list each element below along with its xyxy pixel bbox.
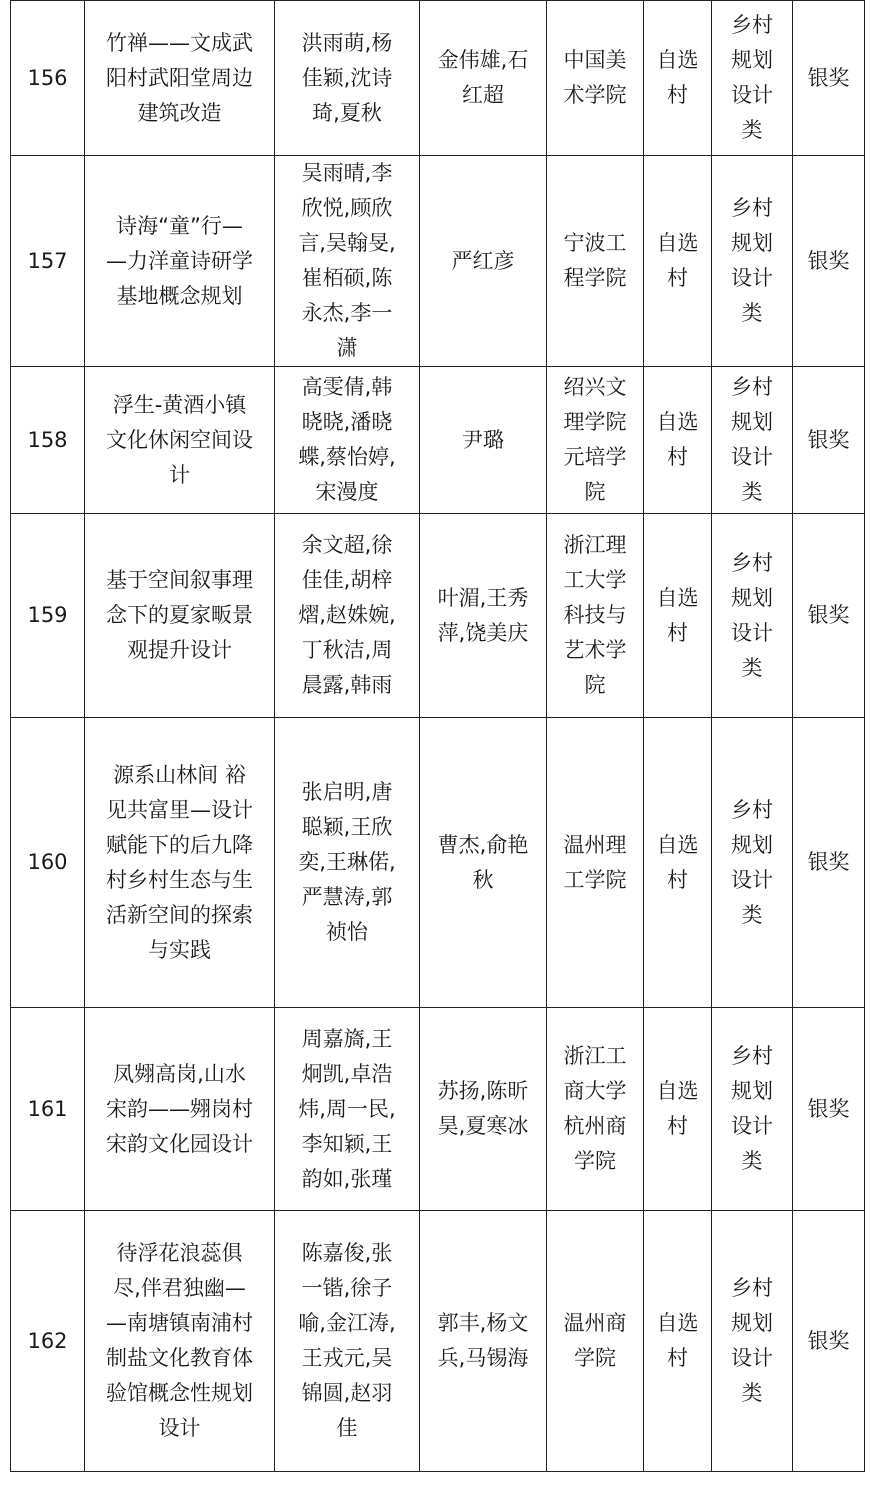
row-number-cell (11, 514, 85, 718)
advisors-cell (420, 367, 547, 514)
team-members-line: 言,吴翰旻, (298, 231, 396, 255)
row-number-cell (11, 1211, 85, 1472)
team-members-line: 锦圆,赵羽 (301, 1381, 393, 1405)
category-line: 设计 (731, 83, 773, 107)
project-title-line: 赋能下的后九降 (106, 832, 253, 857)
project-title-line: 基于空间叙事理 (106, 568, 253, 592)
school-name-line: 元培学 (563, 445, 627, 469)
village-type-line: 自选 (656, 832, 699, 857)
team-members-line: 王戎元,吴 (301, 1346, 393, 1370)
category-line: 类 (741, 902, 763, 927)
advisors-line: 昊,夏寒冰 (437, 1114, 529, 1138)
category-cell (712, 718, 793, 1008)
team-members-line: 周嘉旖,王 (301, 1026, 393, 1051)
team-members-line: 奕,王琳偌, (298, 850, 396, 874)
school-name-cell (547, 1, 644, 156)
project-title-line: 村乡村生态与生 (106, 867, 253, 892)
village-type-cell (644, 1, 712, 156)
team-members-line: 佳颖,沈诗 (301, 65, 393, 90)
award-table (10, 0, 865, 1472)
village-type-line: 村 (667, 867, 688, 892)
village-type-cell (644, 718, 712, 1008)
team-members-cell (275, 1008, 420, 1211)
team-members-cell (275, 367, 420, 514)
advisors-line: 苏扬,陈昕 (437, 1079, 529, 1103)
school-name-line: 温州商 (563, 1311, 627, 1335)
project-title-line: —力洋童诗研学 (106, 248, 253, 273)
category-line: 规划 (731, 1079, 773, 1103)
project-title-cell (85, 1008, 275, 1211)
project-title-line: 制盐文化教育体 (106, 1346, 253, 1370)
category-line: 类 (741, 301, 763, 325)
row-number: 157 (27, 248, 68, 273)
category-line: 乡村 (731, 550, 773, 575)
category-line: 规划 (731, 1311, 773, 1335)
team-members-cell (275, 156, 420, 367)
school-name-line: 术学院 (563, 83, 627, 107)
team-members-line: 宋漫度 (315, 480, 379, 504)
category-cell (712, 1008, 793, 1211)
team-members-line: 蝶,蔡怡婷, (298, 445, 396, 469)
project-title-cell (85, 514, 275, 718)
row-number: 158 (27, 427, 68, 452)
team-members-cell (275, 1211, 420, 1472)
row-number-cell (11, 1008, 85, 1211)
project-title-line: 计 (169, 462, 190, 487)
project-title-line: 阳村武阳堂周边 (106, 65, 253, 90)
team-members-line: 洪雨萌,杨 (301, 30, 393, 55)
school-name-line: 杭州商 (563, 1114, 627, 1138)
school-name-line: 程学院 (563, 266, 627, 290)
category-cell (712, 156, 793, 367)
village-type-line: 自选 (656, 410, 699, 434)
award-level-cell (793, 156, 865, 367)
team-members-line: 余文超,徐 (301, 533, 393, 557)
village-type-line: 自选 (656, 231, 699, 255)
advisors-line: 郭丰,杨文 (437, 1311, 529, 1335)
category-line: 设计 (731, 266, 773, 290)
category-line: 类 (741, 655, 763, 680)
team-members-line: 吴雨晴,李 (301, 161, 393, 185)
school-name-line: 学院 (574, 1346, 616, 1370)
village-type-cell (644, 1008, 712, 1211)
category-line: 规划 (731, 48, 773, 72)
village-type-line: 村 (667, 1114, 688, 1138)
team-members-line: 祯怡 (326, 920, 368, 944)
advisors-line: 曹杰,俞艳 (437, 832, 529, 857)
row-number: 160 (27, 850, 68, 874)
project-title-line: 源系山林间 裕 (113, 762, 246, 787)
project-title-line: 文化休闲空间设 (106, 427, 253, 452)
advisors-line: 叶湄,王秀 (437, 585, 529, 610)
category-line: 乡村 (731, 797, 773, 822)
village-type-line: 自选 (656, 1311, 699, 1335)
project-title-line: 诗海“童”行— (116, 213, 243, 238)
category-line: 规划 (731, 832, 773, 857)
team-members-line: 炯凯,卓浩 (301, 1061, 393, 1086)
village-type-cell (644, 1211, 712, 1472)
school-name-line: 绍兴文 (563, 375, 627, 399)
category-cell (712, 367, 793, 514)
project-title-line: 宋韵文化园设计 (106, 1131, 253, 1156)
project-title-line: 验馆概念性规划 (106, 1381, 253, 1405)
school-name-line: 商大学 (563, 1079, 627, 1103)
advisors-cell (420, 156, 547, 367)
team-members-cell (275, 718, 420, 1008)
row-number-cell (11, 1, 85, 156)
table-row (11, 156, 865, 367)
school-name-line: 宁波工 (563, 231, 627, 255)
team-members-line: 喻,金江涛, (298, 1311, 396, 1335)
table-row (11, 1211, 865, 1472)
school-name-line: 浙江理 (563, 533, 627, 557)
school-name-line: 工学院 (563, 867, 627, 892)
project-title-line: 见共富里—设计 (106, 797, 253, 822)
project-title-line: 浮生-黄酒小镇 (112, 392, 247, 417)
category-cell (712, 1211, 793, 1472)
award-level: 银奖 (807, 427, 850, 452)
row-number-cell (11, 718, 85, 1008)
school-name-line: 学院 (574, 1149, 616, 1173)
project-title-line: 基地概念规划 (116, 283, 243, 308)
team-members-line: 佳佳,胡梓 (301, 568, 393, 592)
team-members-line: 欣悦,顾欣 (301, 196, 393, 220)
row-number: 159 (27, 603, 68, 627)
village-type-line: 村 (667, 266, 688, 290)
row-number: 162 (27, 1328, 68, 1353)
team-members-line: 崔栢硕,陈 (301, 266, 393, 290)
table-row (11, 367, 865, 514)
award-level-cell (793, 1, 865, 156)
school-name-cell (547, 514, 644, 718)
team-members-cell (275, 1, 420, 156)
award-level-cell (793, 1008, 865, 1211)
table-row (11, 1008, 865, 1211)
project-title-line: 活新空间的探索 (106, 902, 253, 927)
award-level: 银奖 (807, 1328, 850, 1353)
advisors-cell (420, 1211, 547, 1472)
team-members-line: 李知颖,王 (301, 1131, 393, 1156)
village-type-line: 自选 (656, 585, 699, 610)
table-body (11, 1, 865, 1472)
school-name-line: 工大学 (563, 568, 627, 592)
row-number: 161 (27, 1096, 68, 1121)
category-line: 乡村 (731, 13, 773, 37)
advisors-cell (420, 1, 547, 156)
project-title-line: 建筑改造 (137, 100, 222, 125)
village-type-cell (644, 514, 712, 718)
village-type-line: 自选 (656, 1079, 699, 1103)
advisors-line: 严红彦 (451, 248, 515, 273)
school-name-cell (547, 1008, 644, 1211)
category-line: 设计 (731, 445, 773, 469)
village-type-line: 自选 (656, 48, 699, 72)
category-line: 设计 (731, 1346, 773, 1370)
category-line: 设计 (731, 1114, 773, 1138)
category-line: 乡村 (731, 1044, 773, 1068)
project-title-line: 待浮花浪蕊俱 (116, 1241, 243, 1265)
project-title-cell (85, 718, 275, 1008)
team-members-line: 永杰,李一 (301, 301, 393, 325)
award-level-cell (793, 718, 865, 1008)
team-members-line: 一锴,徐子 (301, 1276, 393, 1300)
project-title-cell (85, 1, 275, 156)
category-line: 乡村 (731, 1276, 773, 1300)
team-members-line: 琦,夏秋 (312, 100, 382, 125)
school-name-line: 中国美 (563, 48, 627, 72)
school-name-cell (547, 718, 644, 1008)
category-line: 设计 (731, 620, 773, 645)
advisors-line: 金伟雄,石 (437, 48, 529, 72)
project-title-line: 凤翙高岗,山水 (113, 1061, 246, 1086)
advisors-line: 尹璐 (462, 427, 504, 452)
team-members-line: 佳 (336, 1416, 358, 1440)
row-number: 156 (27, 65, 68, 90)
category-cell (712, 514, 793, 718)
project-title-line: 念下的夏家畈景 (106, 603, 253, 627)
category-line: 规划 (731, 410, 773, 434)
category-line: 规划 (731, 585, 773, 610)
team-members-line: 聪颖,王欣 (301, 815, 393, 839)
row-number-cell (11, 367, 85, 514)
advisors-line: 兵,马锡海 (437, 1346, 529, 1370)
village-type-line: 村 (667, 445, 688, 469)
village-type-line: 村 (667, 1346, 688, 1370)
school-name-line: 浙江工 (563, 1044, 627, 1068)
award-level: 银奖 (807, 1096, 850, 1121)
school-name-line: 院 (584, 673, 606, 697)
project-title-line: 观提升设计 (127, 638, 232, 662)
village-type-line: 村 (667, 620, 688, 645)
school-name-cell (547, 156, 644, 367)
school-name-line: 科技与 (563, 603, 627, 627)
team-members-line: 韵如,张瑾 (301, 1166, 393, 1191)
school-name-cell (547, 367, 644, 514)
team-members-cell (275, 514, 420, 718)
award-level-cell (793, 1211, 865, 1472)
row-number-cell (11, 156, 85, 367)
award-level: 银奖 (807, 65, 850, 90)
project-title-cell (85, 367, 275, 514)
team-members-line: 潇 (336, 336, 358, 360)
category-line: 乡村 (731, 196, 773, 220)
village-type-line: 村 (667, 83, 688, 107)
category-line: 规划 (731, 231, 773, 255)
team-members-line: 丁秋洁,周 (301, 638, 393, 662)
advisors-cell (420, 1008, 547, 1211)
team-members-line: 炜,周一民, (298, 1096, 396, 1121)
award-level: 银奖 (807, 603, 850, 627)
school-name-line: 艺术学 (563, 638, 627, 662)
category-line: 类 (741, 480, 763, 504)
category-line: 类 (741, 118, 763, 142)
award-level: 银奖 (807, 850, 850, 874)
village-type-cell (644, 367, 712, 514)
award-level: 银奖 (807, 248, 850, 273)
school-name-line: 院 (584, 480, 606, 504)
category-cell (712, 1, 793, 156)
table-row (11, 1, 865, 156)
category-line: 类 (741, 1149, 763, 1173)
category-line: 类 (741, 1381, 763, 1405)
team-members-line: 晨露,韩雨 (301, 673, 393, 697)
award-level-cell (793, 367, 865, 514)
table-row (11, 514, 865, 718)
category-line: 乡村 (731, 375, 773, 399)
award-level-cell (793, 514, 865, 718)
advisors-line: 秋 (472, 867, 494, 892)
project-title-line: 尽,伴君独幽— (113, 1276, 246, 1300)
project-title-line: 竹禅——文成武 (106, 30, 253, 55)
team-members-line: 严慧涛,郭 (301, 885, 393, 909)
advisors-cell (420, 514, 547, 718)
team-members-line: 熠,赵姝婉, (298, 603, 396, 627)
school-name-line: 理学院 (563, 410, 627, 434)
school-name-cell (547, 1211, 644, 1472)
project-title-line: —南塘镇南浦村 (106, 1311, 253, 1335)
project-title-cell (85, 1211, 275, 1472)
school-name-line: 温州理 (563, 832, 627, 857)
team-members-line: 晓晓,潘晓 (301, 410, 393, 434)
project-title-line: 设计 (158, 1416, 201, 1440)
team-members-line: 高雯倩,韩 (301, 375, 393, 399)
team-members-line: 张启明,唐 (301, 780, 393, 804)
project-title-cell (85, 156, 275, 367)
category-line: 设计 (731, 867, 773, 892)
village-type-cell (644, 156, 712, 367)
table-row (11, 718, 865, 1008)
project-title-line: 与实践 (148, 937, 211, 962)
team-members-line: 陈嘉俊,张 (301, 1241, 393, 1265)
advisors-line: 萍,饶美庆 (437, 620, 529, 645)
advisors-cell (420, 718, 547, 1008)
project-title-line: 宋韵——翙岗村 (106, 1096, 253, 1121)
advisors-line: 红超 (462, 83, 504, 107)
